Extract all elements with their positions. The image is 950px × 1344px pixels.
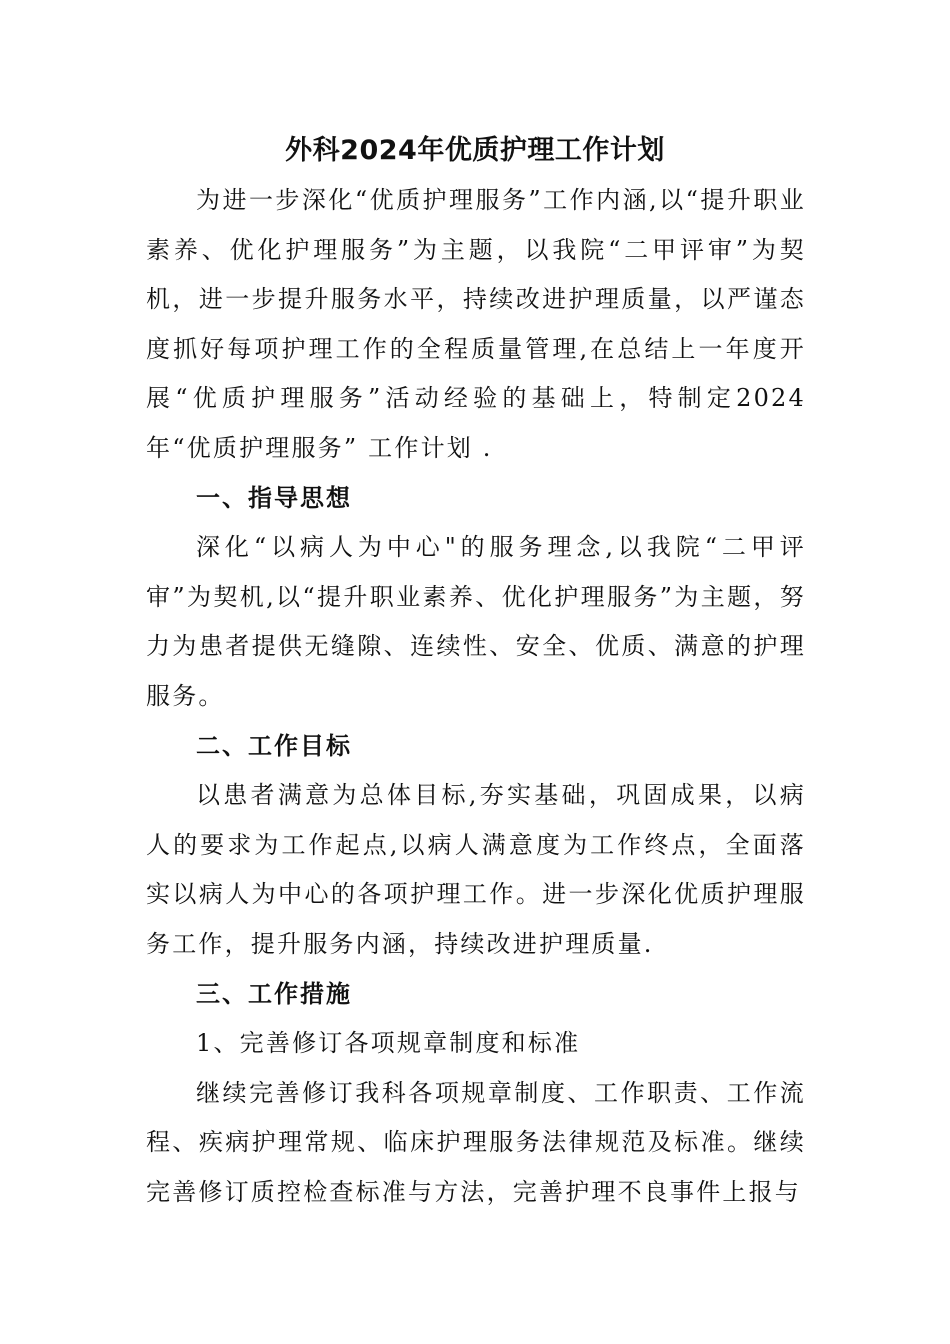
guiding-ideology-paragraph: 深化“以病人为中心"的服务理念,以我院“二甲评审”为契机,以“提升职业素养、优化护理服务”为主题，努力为患者提供无缝隙、连续性、安全、优质、满意的护理服务。 <box>146 533 806 710</box>
intro-paragraph: 为进一步深化“优质护理服务”工作内涵,以“提升职业素养、优化护理服务”为主题，以我院“二甲评审”为契机，进一步提升服务水平，持续改进护理质量，以严谨态度抓好每项护理工作的全程质量管理,在总结上一年度开展“优质护理服务”活动经验的基础上，特制定2024年“优质护理服务” 工作计划 . <box>146 186 806 462</box>
document-title: 外科2024年优质护理工作计划 <box>285 135 665 166</box>
measure-1-heading: 1、完善修订各项规章制度和标准 <box>196 1029 581 1058</box>
document-body <box>146 176 806 1217</box>
section-heading-work-goals: 二、工作目标 <box>196 731 352 760</box>
measure-1-paragraph: 继续完善修订我科各项规章制度、工作职责、工作流程、疾病护理常规、临床护理服务法律规范及标准。继续完善修订质控检查标准与方法，完善护理不良事件上报与 <box>146 1078 806 1206</box>
section-heading-work-measures: 三、工作措施 <box>196 979 352 1008</box>
section-heading-guiding-ideology: 一、指导思想 <box>196 483 352 512</box>
work-goals-paragraph: 以患者满意为总体目标,夯实基础，巩固成果，以病人的要求为工作起点,以病人满意度为工作终点，全面落实以病人为中心的各项护理工作。进一步深化优质护理服务工作，提升服务内涵，持续改进护理质量. <box>146 781 806 958</box>
